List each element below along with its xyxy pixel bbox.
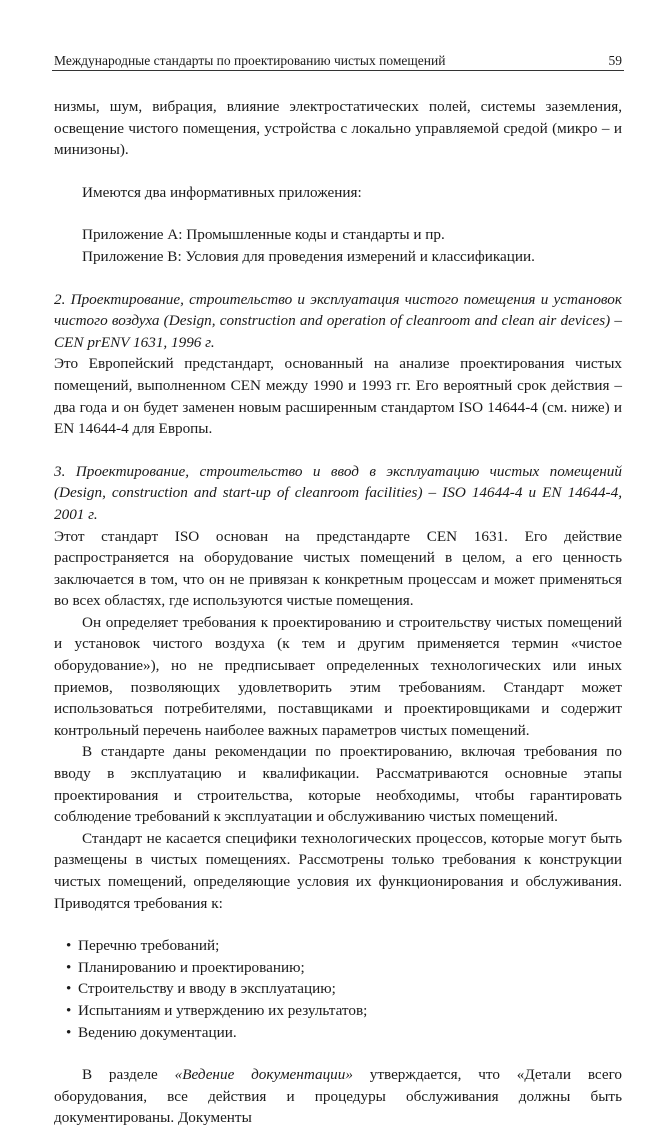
page-number: 59 <box>608 53 622 68</box>
section-3-paragraph-1: Этот стандарт ISO основан на предстандарте CEN 1631. Его действие распространяется на оборудование чистых помещений в целом, а его ценность заключается в том, что он не привязан к конкретным процессам и может применяться во всех областях, где используются чистые помещения. <box>54 527 622 610</box>
annex-b: Приложение B: Условия для проведения измерений и классификации. <box>82 247 535 265</box>
section-3-paragraph-4: Стандарт не касается специфики технологических процессов, которые могут быть размещены в чистых помещениях. Рассмотрены только требования к конструкции чистых помещений, определяющие условия их функционирования и обслуживания. Приводятся требования к: <box>54 829 622 912</box>
list-item: • Испытаниям и утверждению их результатов; <box>66 1001 368 1019</box>
documentation-paragraph: В разделе «Ведение документации» утверждается, что «Детали всего оборудования, все действия и процедуры обслуживания должны быть документированы. Документы <box>54 1066 623 1127</box>
header-title: Международные стандарты по проектированию чистых помещений <box>54 53 446 68</box>
annex-a: Приложение A: Промышленные коды и стандарты и пр. <box>82 226 445 244</box>
list-item: • Строительству и вводу в эксплуатацию; <box>66 980 336 998</box>
running-header <box>52 52 624 71</box>
section-3-title: 3. Проектирование, строительство и ввод в эксплуатацию чистых помещений (Design, construction and start-up of cleanroom facilities) – ISO 14644-4 и EN 14644-4, 2001 г. <box>54 462 622 523</box>
section-2-title: 2. Проектирование, строительство и эксплуатация чистого помещения и установок чистого воздуха (Design, construction and operation of cleanroom and clean air devices) – CEN prENV 1631, 1996 г. <box>54 290 622 351</box>
list-item: • Перечню требований; <box>66 937 220 955</box>
annex-intro: Имеются два информативных приложения: <box>82 183 362 201</box>
section-3-paragraph-2: Он определяет требования к проектированию и строительству чистых помещений и установок чистого воздуха (к тем и другим применяется термин «чистое оборудование»), но не предписывает определенных технологических или иных приемов, позволяющих удовлетворить этим требованиям. Стандарт может использоваться потребителями, поставщиками и проектировщиками и содержит контрольный перечень наиболее важных параметров чистых помещений. <box>54 613 622 739</box>
intro-paragraph: низмы, шум, вибрация, влияние электростатических полей, системы заземления, освещение чистого помещения, устройства с локально управляемой средой (микро – и минизоны). <box>54 98 622 159</box>
section-2-paragraph: Это Европейский предстандарт, основанный на анализе проектирования чистых помещений, выполненном CEN между 1990 и 1993 гг. Его вероятный срок действия – два года и он будет заменен новым расширенным стандартом ISO 14644-4 (см. ниже) и EN 14644-4 для Европы. <box>54 355 622 438</box>
requirements-list <box>54 935 622 1043</box>
section-3-paragraph-3: В стандарте даны рекомендации по проектированию, включая требования по вводу в эксплуатацию и квалификации. Рассматриваются основные этапы проектирования и строительства, которые необходимы, чтобы гарантировать соблюдение требований к эксплуатации и обслуживанию чистых помещений. <box>54 743 622 826</box>
documentation-section-name: «Ведение документации» <box>174 1066 353 1084</box>
list-item: • Ведению документации. <box>66 1023 237 1041</box>
list-item: • Планированию и проектированию; <box>66 958 305 976</box>
page-body <box>54 96 622 1129</box>
